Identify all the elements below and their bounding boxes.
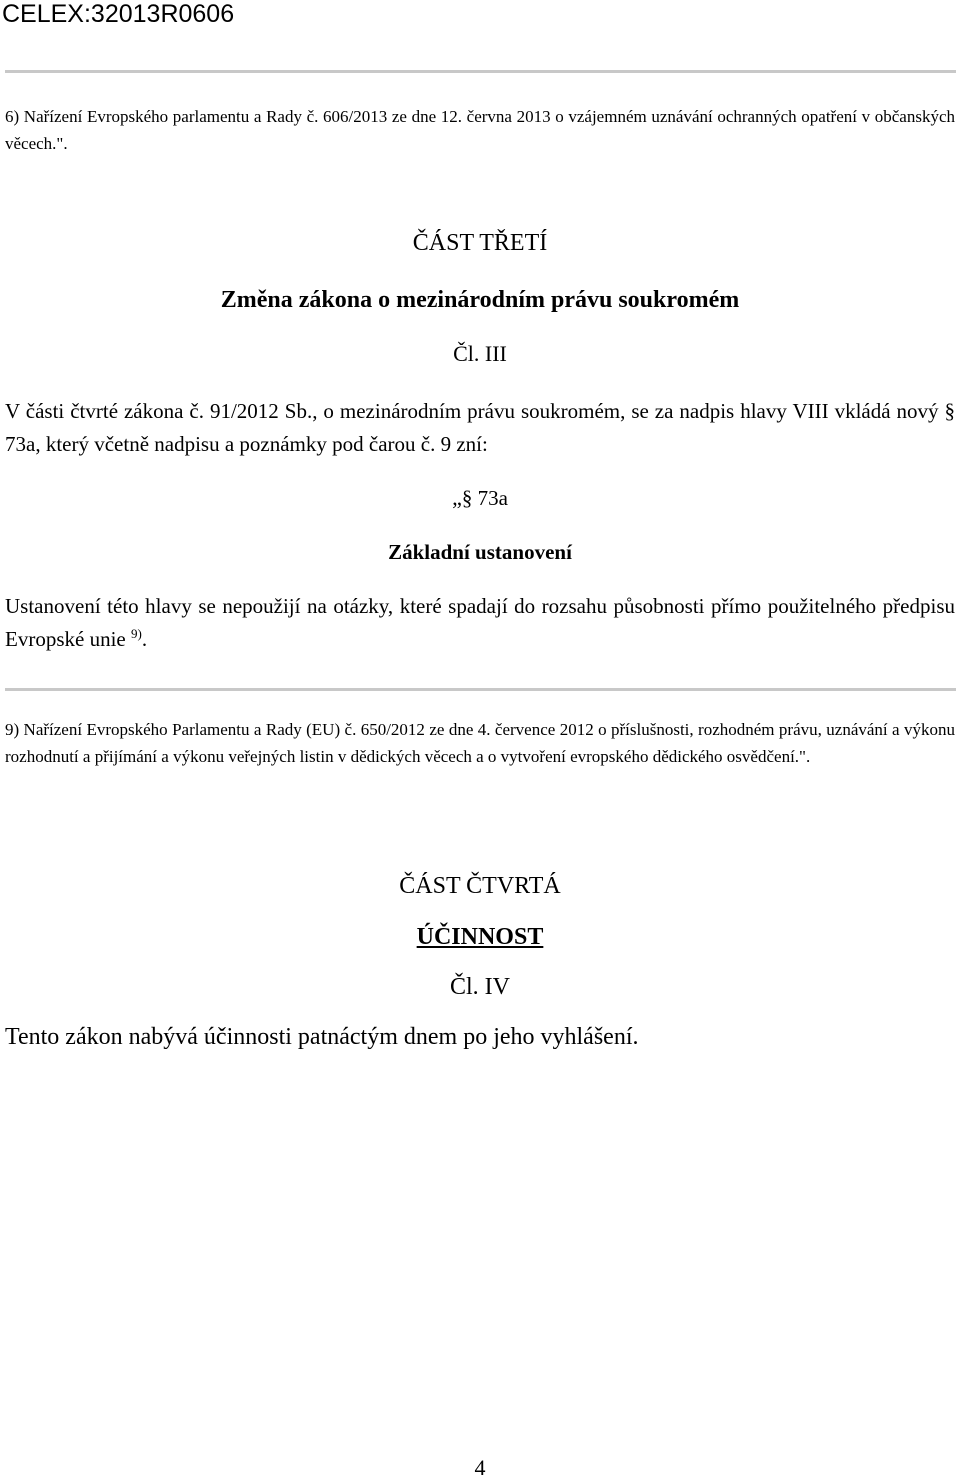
part-four-title: ÚČINNOST	[416, 924, 544, 950]
provision-end: .	[141, 627, 148, 651]
part-four-heading: ČÁST ČTVRTÁ	[399, 873, 561, 899]
provision-title: Základní ustanovení	[388, 540, 572, 564]
section-marker	[0, 483, 960, 513]
part-three-title: Změna zákona o mezinárodním právu soukromém	[220, 287, 740, 313]
footnote-9: 9) Nařízení Evropského Parlamentu a Rady (EU) č. 650/2012 ze dne 4. července 2012 o příslušnosti, rozhodném právu, uznávání a výkonu rozhodnutí a přijímání a výkonu veřejných listin v dědických věcech a o vytvoření evropského dědického osvědčení.".	[5, 720, 955, 766]
top-divider	[5, 70, 956, 73]
page-number: 4	[474, 1455, 486, 1480]
article-three-label: Čl. III	[453, 341, 507, 366]
opening-quote-mark: „	[452, 485, 462, 510]
footnote-divider	[5, 688, 956, 691]
part-three-heading: ČÁST TŘETÍ	[412, 230, 548, 256]
section-number: § 73a	[461, 486, 508, 510]
article-four-label: Čl. IV	[450, 974, 510, 1000]
provision-text: Ustanovení této hlavy se nepoužijí na otázky, které spadají do rozsahu působnosti přímo použitelného předpisu Evropské unie	[5, 594, 955, 651]
document-code: CELEX:32013R0606	[2, 0, 235, 28]
effectiveness-paragraph: Tento zákon nabývá účinnosti patnáctým dnem po jeho vyhlášení.	[5, 1024, 639, 1050]
provision-paragraph	[5, 590, 955, 656]
footnote-6: 6) Nařízení Evropského parlamentu a Rady č. 606/2013 ze dne 12. června 2013 o vzájemném uznávání ochranných opatření v občanských věcech.".	[5, 107, 955, 153]
footnote-reference: 9)	[130, 626, 142, 641]
amendment-paragraph: V části čtvrté zákona č. 91/2012 Sb., o mezinárodním právu soukromém, se za nadpis hlavy VIII vkládá nový § 73a, který včetně nadpisu a poznámky pod čarou č. 9 zní:	[5, 399, 955, 456]
